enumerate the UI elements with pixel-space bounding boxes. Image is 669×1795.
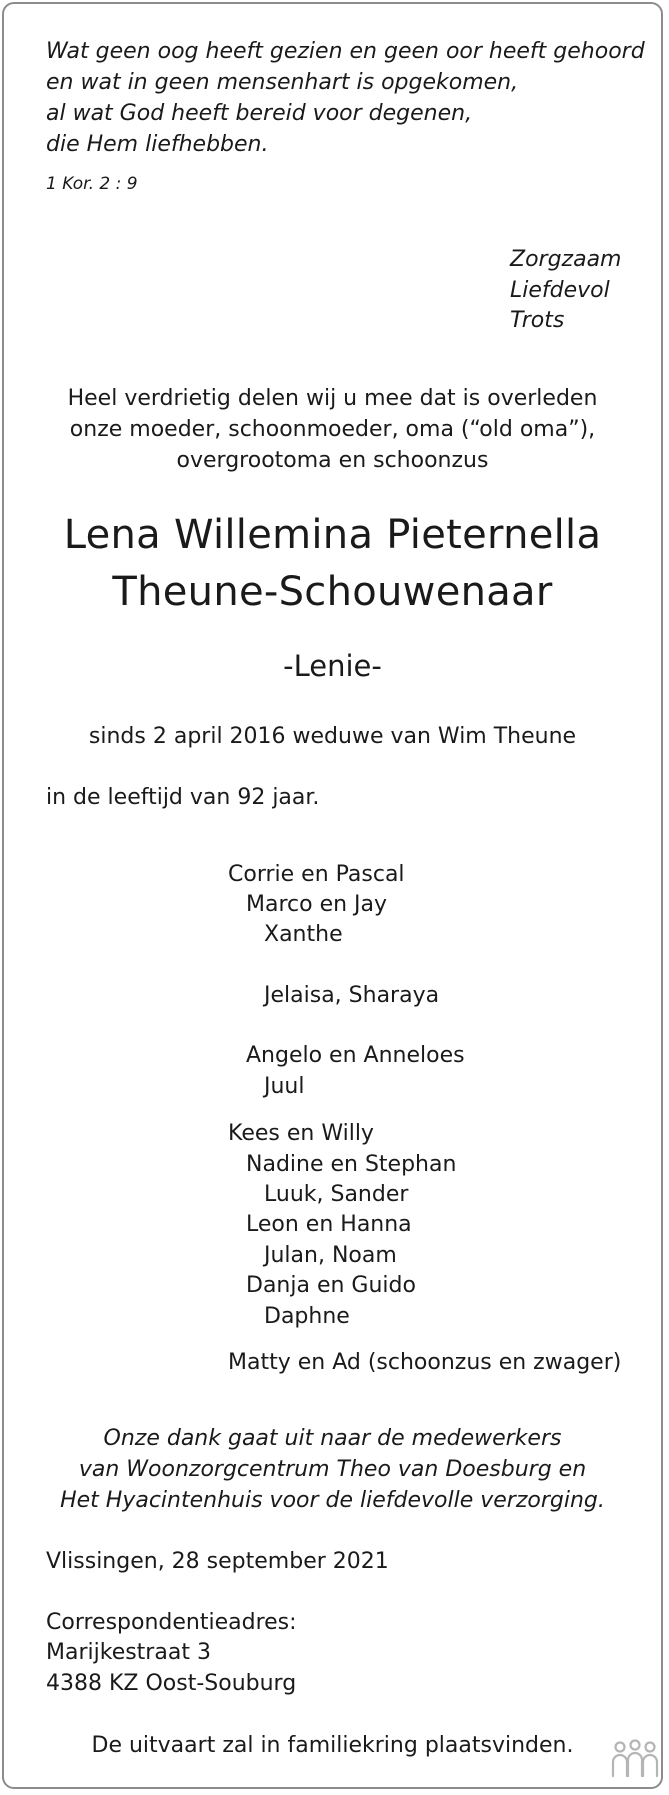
verse-reference: 1 Kor. 2 : 9: [46, 174, 138, 194]
value-word-1: Zorgzaam: [510, 247, 622, 272]
family-member: Xanthe: [264, 922, 343, 947]
deceased-nickname: -Lenie-: [283, 649, 382, 683]
correspondence-city: 4388 KZ Oost-Souburg: [46, 1671, 297, 1696]
family-member: Jelaisa, Sharaya: [264, 983, 440, 1008]
family-member: Daphne: [264, 1304, 350, 1329]
verse-line-1: Wat geen oog heeft gezien en geen oor heeft gehoord: [46, 39, 645, 64]
widow-line: sinds 2 april 2016 weduwe van Wim Theune: [88, 724, 577, 749]
correspondence-street: Marijkestraat 3: [46, 1640, 211, 1665]
family-member: Corrie en Pascal: [228, 862, 405, 887]
family-member: Julan, Noam: [264, 1243, 397, 1268]
family-member: Angelo en Anneloes: [246, 1043, 465, 1068]
age-line: in de leeftijd van 92 jaar.: [46, 785, 320, 810]
family-member: Leon en Hanna: [246, 1212, 412, 1237]
family-member: Danja en Guido: [246, 1273, 416, 1298]
announcement-line-3: overgrootoma en schoonzus: [176, 448, 489, 473]
family-member: Marco en Jay: [246, 892, 388, 917]
thanks-line-2: van Woonzorgcentrum Theo van Doesburg en: [78, 1457, 587, 1482]
announcement-line-2: onze moeder, schoonmoeder, oma (“old oma”),: [69, 417, 596, 442]
family-member: Kees en Willy: [228, 1121, 374, 1146]
thanks-line-3: Het Hyacintenhuis voor de liefdevolle verzorging.: [60, 1488, 605, 1513]
funeral-note: De uitvaart zal in familiekring plaatsvinden.: [91, 1733, 574, 1758]
verse-line-2: en wat in geen mensenhart is opgekomen,: [46, 70, 519, 95]
people-group-icon: [610, 1738, 660, 1780]
family-member: Juul: [264, 1074, 305, 1099]
thanks-line-1: Onze dank gaat uit naar de medewerkers: [103, 1426, 562, 1451]
family-member: Nadine en Stephan: [246, 1152, 457, 1177]
deceased-name-line-1: Lena Willemina Pieternella: [63, 512, 602, 558]
place-date: Vlissingen, 28 september 2021: [46, 1549, 389, 1574]
family-member: Luuk, Sander: [264, 1182, 409, 1207]
announcement-line-1: Heel verdrietig delen wij u mee dat is overleden: [67, 386, 598, 411]
verse-line-3: al wat God heeft bereid voor degenen,: [46, 101, 473, 126]
deceased-name-line-2: Theune-Schouwenaar: [112, 569, 553, 615]
value-word-3: Trots: [510, 308, 565, 333]
family-member: Matty en Ad (schoonzus en zwager): [228, 1350, 622, 1375]
value-word-2: Liefdevol: [510, 278, 610, 303]
verse-line-4: die Hem liefhebben.: [46, 132, 269, 157]
correspondence-label: Correspondentieadres:: [46, 1610, 297, 1635]
